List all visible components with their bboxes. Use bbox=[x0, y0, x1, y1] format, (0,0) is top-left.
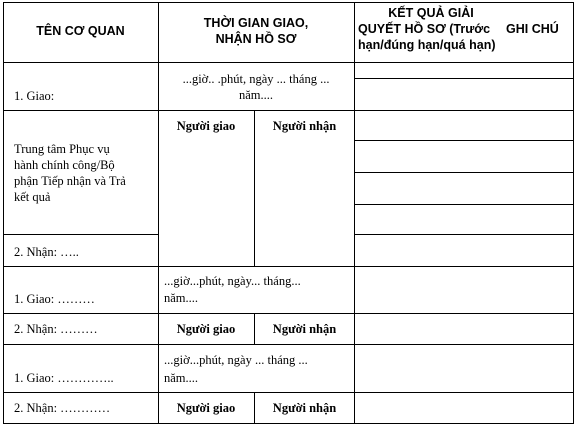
giver-label-2: Người giao bbox=[176, 322, 236, 336]
col-divider-1 bbox=[158, 2, 159, 424]
row-line-left-split bbox=[3, 234, 158, 235]
right-line-3 bbox=[354, 172, 573, 173]
giao3-label: 1. Giao: ………….. bbox=[14, 371, 114, 385]
center-line2: hành chính công/Bộ bbox=[14, 158, 115, 172]
giao3-time-line2: năm.... bbox=[164, 371, 199, 385]
row-line-header bbox=[3, 62, 574, 63]
giver-label-1: Người giao bbox=[176, 119, 236, 133]
nhan3-label: 2. Nhận: ………… bbox=[14, 401, 111, 415]
header-result-line3: hạn/đúng hạn/quá hạn) bbox=[358, 38, 496, 52]
giao2-label: 1. Giao: ……… bbox=[14, 292, 95, 306]
header-result-line1: KẾT QUẢ GIẢI bbox=[388, 6, 474, 20]
right-line-2 bbox=[354, 140, 573, 141]
header-time-line2: NHẬN HỒ SƠ bbox=[215, 32, 297, 46]
row-line-5 bbox=[3, 392, 574, 393]
header-agency: TÊN CƠ QUAN bbox=[36, 24, 125, 38]
right-line-1 bbox=[354, 78, 573, 79]
row-line-1 bbox=[3, 110, 574, 111]
right-line-5 bbox=[354, 234, 573, 235]
right-line-4 bbox=[354, 204, 573, 205]
receiver-label-2: Người nhận bbox=[272, 322, 337, 336]
row-line-4 bbox=[3, 344, 574, 345]
header-time-line1: THỜI GIAN GIAO, bbox=[203, 16, 309, 30]
border-left bbox=[3, 2, 4, 424]
border-top bbox=[3, 2, 574, 3]
border-right bbox=[573, 2, 574, 424]
center-line1: Trung tâm Phục vụ bbox=[14, 142, 110, 156]
nhan2-label: 2. Nhận: ……… bbox=[14, 322, 98, 336]
header-note: GHI CHÚ bbox=[506, 22, 559, 36]
giver-label-3: Người giao bbox=[176, 401, 236, 415]
giao3-time-line1: ...giờ...phút, ngày ... tháng ... bbox=[164, 353, 308, 367]
center-line3: phận Tiếp nhận và Trả bbox=[14, 174, 126, 188]
receiver-label-1: Người nhận bbox=[272, 119, 337, 133]
nhan1-label: 2. Nhận: ….. bbox=[14, 245, 79, 259]
giao1-label: 1. Giao: bbox=[14, 89, 55, 103]
giao1-time-line2: năm.... bbox=[238, 88, 274, 102]
receiver-label-3: Người nhận bbox=[272, 401, 337, 415]
row-line-3 bbox=[3, 313, 574, 314]
giao2-time-line1: ...giờ...phút, ngày... tháng... bbox=[164, 274, 301, 288]
giao1-time-line1: ...giờ.. .phút, ngày ... tháng ... bbox=[182, 72, 330, 86]
header-result-line2: QUYẾT HỒ SƠ (Trước bbox=[358, 22, 491, 36]
border-bottom bbox=[3, 423, 574, 424]
giao2-time-line2: năm.... bbox=[164, 291, 199, 305]
center-line4: kết quả bbox=[14, 190, 51, 204]
col-divider-2 bbox=[354, 2, 355, 424]
row-line-2 bbox=[3, 266, 574, 267]
